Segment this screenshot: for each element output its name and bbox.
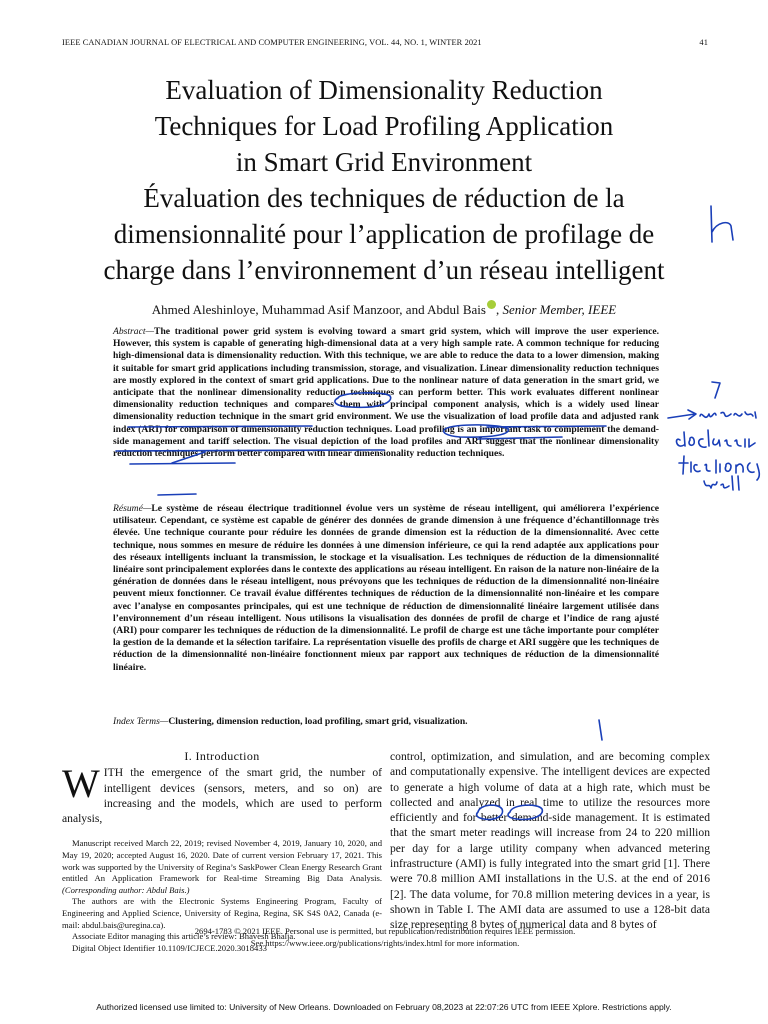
orcid-icon[interactable] — [487, 300, 496, 309]
title-line: Evaluation of Dimensionality Reduction — [165, 75, 603, 105]
footnote-doi: Digital Object Identifier 10.1109/ICJECE.2020.3018433 — [72, 942, 267, 953]
intro-left-text: ITH the emergence of the smart grid, the number of intelligent devices (sensors, meters, and so on) are increasing and the models, which are used to perform analysis, — [62, 766, 382, 826]
footnote-editor: Associate Editor managing this article’s review: Bhavesh Bhalja. — [72, 931, 296, 942]
ink-arrow — [668, 410, 696, 419]
abstract-text: The traditional power grid system is evolving toward a smart grid system, which will improve the user experience. However, this system is capable of generating high-dimensional data at a very high sample rate. A common technique for reducing high-dimensional data is dimensionality reduction. With this technique, we are able to reduce the data to a lower dimension, making it suitable for smart grid applications including transmission, storage, and visualization. Linear dimensionality reduction techniques are mostly explored in the context of smart grid applications. Due to the nonlinear nature of data generation in the smart grid, we anticipate that the nonlinear dimensionality reduction techniques can perform better. This work evaluates different nonlinear dimensionality reduction techniques and compares them with principal component analysis, which is a widely used linear dimensionality reduction technique in the smart grid environment. We use the visualization of load profile data and adjusted rank index (ARI) for comparison of dimensionality reduction techniques. Load profiling is an important task to complement the demand-side management and tariff selection. The visual depiction of the load profiles and ARI suggest that the nonlinear dimensionality reduction techniques perform better compared with linear dimensionality reduction techniques. — [113, 326, 659, 460]
author-names: Ahmed Aleshinloye, Muhammad Asif Manzoor, and Abdul Bais — [151, 302, 486, 317]
dropcap-letter: W — [62, 761, 100, 807]
left-column — [62, 749, 382, 954]
resume-text: Le système de réseau électrique traditionnel évolue vers un système de réseau intelligent, qui améliorera l’expérience utilisateur. Cependant, ce système est capable de générer des données de grande dimension à une fréquence d’échantillonnage très élevée. Une technique courante pour réduire les données de grande dimension est la réduction de la dimensionnalité. Avec cette technique, nous sommes en mesure de réduire les données à une dimension inférieure, ce qui la rend adaptée aux applications pour des réseaux intelligents incluant la transmission, le stockage et la visualisation. Les techniques de réduction de la dimensionnalité linéaire sont principalement explorées dans le contexte des applications au réseau intelligent. En raison de la nature non-linéaire de la génération de données dans le réseau intelligent, nous prévoyons que les techniques de réduction de la dimensionnalité non-linéaire peuvent mieux fonctionner. Ce travail évalue différentes techniques de réduction de la dimensionnalité non-linéaire et les compare avec l’analyse en composantes principales, qui est une technique de réduction de dimensionnalité linéaire largement utilisée dans l’environnement d’un réseau intelligent. Nous utilisons la visualisation des données de profil de charge et l’indice de rang ajusté (ARI) pour comparer les techniques de réduction de la dimensionnalité. Le profil de charge est une tâche importante pour compléter la gestion de la demande et la sélection tarifaire. La représentation visuelle des profils de charge et ARI suggère que les techniques de réduction de la dimensionnalité non-linéaire fonctionnent mieux par rapport aux techniques de réduction de la dimensionnalité linéaire. — [113, 503, 659, 673]
copyright-notice — [62, 925, 708, 949]
title-line: dimensionnalité pour l’application de profilage de — [113, 219, 655, 249]
resume-label: Résumé— — [113, 503, 152, 514]
footnote-corresponding: (Corresponding author: Abdul Bais.) — [62, 884, 190, 895]
author-separator: , — [495, 302, 503, 317]
right-column — [390, 749, 710, 933]
ink-scribble-well — [704, 476, 739, 490]
intro-right-text: control, optimization, and simulation, and are becoming complex and computationally expensive. The intelligent devices are expected to generate a high volume of data at a high rate, which must be collected and analyzed in real time to utilize the resources more efficiently and for better demand-side management. It is estimated that the smart meter readings will increase from 24 to 220 million per day for a large utility company when advanced metering infrastructure (AMI) is fully integrated into the smart grid [1]. There were 70.8 million AMI installations in the U.S. at the end of 2016 [2]. The data volume, for 70.8 million metering devices in a year, is shown in Table I. The AMI data are assumed to use a 128-bit data size representing 8 bytes of numerical data and 8 bytes of — [390, 750, 710, 932]
ink-scribble-do — [677, 432, 695, 446]
abstract — [113, 326, 659, 460]
author-membership: Senior Member, IEEE — [502, 302, 617, 317]
copyright-link-line[interactable]: See https://www.ieee.org/publications/rights/index.html for more information. — [250, 938, 520, 948]
title-line: Techniques for Load Profiling Application — [154, 111, 614, 141]
footnote-affiliation: The authors are with the Electronic Systems Engineering Program, Faculty of Engineering and Applied Science, University of Regina, Regina, SK S4S 0A2, Canada (e-mail: abdul.bais@uregina.ca). — [62, 896, 382, 930]
abstract-label: Abstract— — [113, 326, 155, 337]
ink-scribble-fication — [679, 456, 759, 480]
ink-underline — [158, 494, 196, 495]
ink-stroke-7 — [712, 382, 720, 398]
copyright-line: 2694-1783 © 2021 IEEE. Personal use is permitted, but republication/redistribution requires IEEE permission. — [194, 926, 576, 936]
index-terms-label: Index Terms— — [113, 716, 169, 727]
footnote-manuscript: Manuscript received March 22, 2019; revised November 4, 2019, January 10, 2020, and May 19, 2020; accepted August 16, 2020. Date of current version February 17, 2021. This work was supported by the University of Regina’s SaskPower Clean Energy Research Grant entitled An Application Framework for Real-time Streaming Big Data Analysis. (Corresponding author: Abdul Bais.) — [62, 838, 382, 895]
title-line: charge dans l’environnement d’un réseau intelligent — [103, 255, 665, 285]
ink-underline — [130, 463, 235, 464]
ink-scribble-can — [734, 412, 756, 418]
ink-scribble-classi — [699, 430, 755, 447]
section-heading: I. Introduction — [184, 749, 260, 763]
paper-title — [40, 72, 728, 288]
authorized-use-notice: Authorized licensed use limited to: University of New Orleans. Downloaded on February 08,2023 at 22:07:26 UTC from IEEE Xplore. Restrictions apply. — [96, 1002, 672, 1012]
author-list — [60, 300, 708, 318]
journal-name: IEEE CANADIAN JOURNAL OF ELECTRICAL AND COMPUTER ENGINEERING, VOL. 44, NO. 1, WINTER 2021 — [62, 38, 482, 47]
title-line: in Smart Grid Environment — [235, 147, 533, 177]
ink-scribble-we — [700, 412, 731, 417]
intro-paragraph — [62, 761, 382, 826]
index-terms-text: Clustering, dimension reduction, load profiling, smart grid, visualization. — [168, 716, 468, 727]
running-header — [62, 38, 708, 47]
title-line: Évaluation des techniques de réduction de la — [143, 183, 625, 213]
resume — [113, 503, 659, 674]
index-terms — [113, 716, 659, 728]
page-number: 41 — [699, 38, 708, 47]
